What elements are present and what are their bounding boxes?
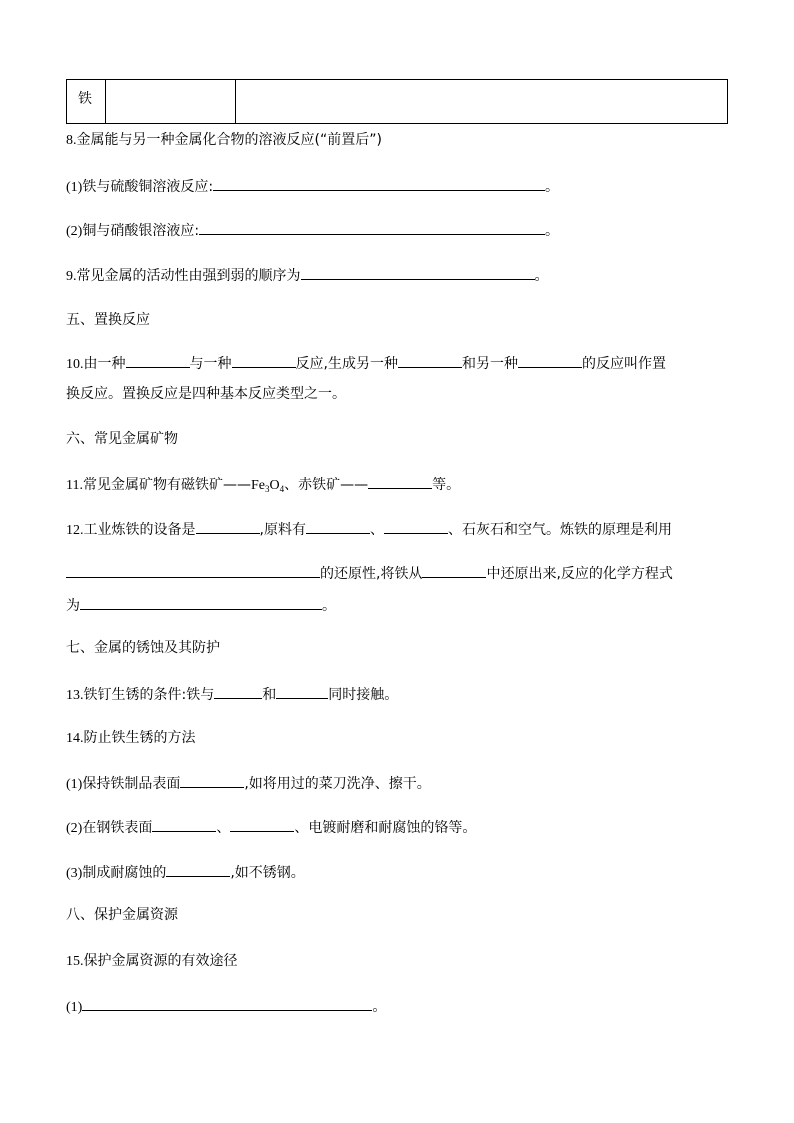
q10-line-2: 换反应。置换反应是四种基本反应类型之一。	[66, 386, 346, 402]
answer-blank[interactable]	[82, 996, 372, 1011]
q10-line-1: 10.由一种 与一种 反应,生成另一种 和另一种 的反应叫作置	[66, 353, 666, 375]
answer-blank[interactable]	[180, 773, 244, 788]
answer-blank[interactable]	[152, 817, 216, 832]
answer-blank[interactable]	[230, 817, 294, 832]
answer-blank[interactable]	[384, 519, 448, 534]
table-cell-label: 铁	[78, 91, 92, 107]
q9: 9.常见金属的活动性由强到弱的顺序为 。	[66, 265, 549, 287]
answer-blank[interactable]	[126, 353, 190, 368]
q8-item-2: (2)铜与硝酸银溶液应: 。	[66, 220, 559, 242]
q8-item-1: (1)铁与硫酸铜溶液反应: 。	[66, 176, 559, 198]
section-8-title: 八、保护金属资源	[66, 907, 178, 923]
answer-blank[interactable]	[518, 353, 582, 368]
q12-line-2: 的还原性,将铁从 中还原出来,反应的化学方程式	[66, 563, 673, 584]
table-cell-empty	[106, 80, 236, 123]
answer-blank[interactable]	[196, 519, 260, 534]
metal-table-row	[66, 79, 728, 124]
answer-blank[interactable]	[232, 353, 296, 368]
q14-item-1: (1)保持铁制品表面 ,如将用过的菜刀洗净、擦干。	[66, 773, 431, 795]
q8-title: 8.金属能与另一种金属化合物的溶液反应(“前置后”)	[66, 132, 382, 148]
section-7-title: 七、金属的锈蚀及其防护	[66, 640, 220, 656]
answer-blank[interactable]	[301, 265, 535, 280]
formula-fe3o4: $Fe_3O_4$	[250, 478, 285, 494]
answer-blank[interactable]	[66, 563, 320, 578]
q12-line-3: 为 。	[66, 595, 336, 616]
section-6-title: 六、常见金属矿物	[66, 431, 178, 447]
q15-title: 15.保护金属资源的有效途径	[66, 953, 238, 969]
answer-blank[interactable]	[398, 353, 462, 368]
q11: 11.常见金属矿物有磁铁矿$——Fe_3O_4$、赤铁矿—— 等。	[66, 474, 460, 496]
q15-item-1: (1) 。	[66, 996, 386, 1018]
answer-blank[interactable]	[306, 519, 370, 534]
q12-line-1: 12.工业炼铁的设备是 ,原料有 、 、石灰石和空气。炼铁的原理是利用	[66, 519, 672, 541]
answer-blank[interactable]	[422, 563, 486, 578]
q14-item-2: (2)在钢铁表面 、 、电镀耐磨和耐腐蚀的铬等。	[66, 817, 476, 839]
section-5-title: 五、置换反应	[66, 312, 150, 328]
answer-blank[interactable]	[199, 220, 545, 235]
answer-blank[interactable]	[166, 862, 230, 877]
answer-blank[interactable]	[80, 595, 322, 610]
q13: 13.铁钉生锈的条件:铁与 和 同时接触。	[66, 684, 398, 706]
answer-blank[interactable]	[213, 176, 545, 191]
answer-blank[interactable]	[276, 684, 328, 699]
q14-item-3: (3)制成耐腐蚀的 ,如不锈钢。	[66, 862, 305, 884]
q14-title: 14.防止铁生锈的方法	[66, 730, 196, 746]
answer-blank[interactable]	[214, 684, 262, 699]
answer-blank[interactable]	[368, 474, 432, 489]
table-cell-metal	[67, 80, 106, 123]
